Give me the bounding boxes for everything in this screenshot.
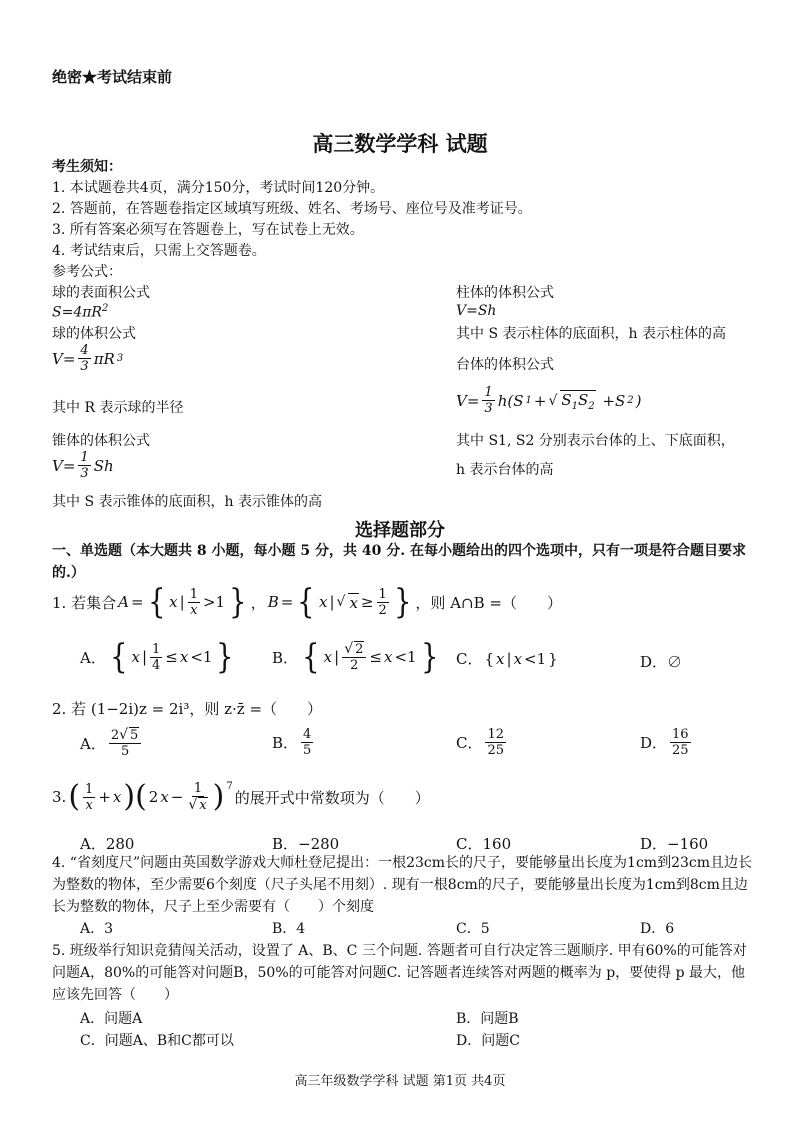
q5-option-c: C．问题A、B和C都可以 <box>80 1033 234 1049</box>
note-item-1: 1. 本试题卷共4页，满分150分，考试时间120分钟。 <box>52 180 385 196</box>
secret-label: 绝密★考试结束前 <box>52 68 173 86</box>
q3-option-c: C．160 <box>456 835 512 853</box>
formulas-heading: 参考公式： <box>52 264 122 280</box>
question-4: 4. “省刻度尺”问题由英国数学游戏大师杜登尼提出：一根23cm长的尺子，要能够量出长度为1cm到23cm且边长为整数的物体，至少需要6个刻度（尺子头尾不用刻）. 现有一根8cm的尺子，要能够量出长度为1cm到8cm且边长为整数的物体，尺子上至少需要有（ ）个刻度 <box>52 855 753 915</box>
prism-formula: V=Sh <box>456 303 497 319</box>
q1-option-a: A． { x | $\frac{1}{4}$ ≤ x <1 } <box>80 637 234 677</box>
q3-option-a: A．280 <box>80 835 135 853</box>
q5-option-a: A．问题A <box>80 1011 143 1027</box>
question-5: 5. 班级举行知识竞猜闯关活动，设置了 A、B、C 三个问题. 答题者可自行决定答三题顺序. 甲有60%的可能答对问题A，80%的可能答对问题B，50%的可能答对问题C. 记答题者连续答对两题的概率为 p，要使得 p 最大，他应该先回答（ ） <box>52 943 747 1003</box>
q3-option-d: D．−160 <box>640 835 709 853</box>
sphere-area-label: 球的表面积公式 <box>52 285 150 301</box>
question-1: 1. 若集合 A = { x | $\frac{1}{x}$ >1 } ， B = { x | √ x ≥ $\frac{1}{2}$ } ，则 A∩B =（ ） <box>52 582 562 622</box>
section-title: 选择题部分 <box>355 520 445 541</box>
q2-option-c: C． $\frac{12}{25}$ <box>456 727 505 758</box>
section-instruction: 一、单选题（本大题共 8 小题，每小题 5 分，共 40 分. 在每小题给出的四个选项中，只有一项是符合题目要求的.） <box>52 543 746 581</box>
q5-option-b: B．问题B <box>456 1011 519 1027</box>
note-item-3: 3. 所有答案必须写在答题卷上，写在试卷上无效。 <box>52 222 364 238</box>
q2-option-a: A． $\frac{2√ 5}{5}$ <box>80 728 142 758</box>
cone-note: 其中 S 表示锥体的底面积，h 表示锥体的高 <box>52 494 322 510</box>
page-footer: 高三年级数学学科 试题 第1页 共4页 <box>294 1074 506 1089</box>
sphere-volume-formula: V= $\frac{4}{3}$ πR 3 <box>52 343 124 374</box>
q1-option-c: C． { x | x <1 } <box>456 649 558 668</box>
sphere-area-formula: $S=4\pi R^2$ <box>52 303 109 321</box>
q2-option-d: D． $\frac{16}{25}$ <box>640 727 689 758</box>
cone-label: 锥体的体积公式 <box>52 433 150 449</box>
frustum-label: 台体的体积公式 <box>456 357 554 373</box>
q1-option-d: D．∅ <box>640 653 683 671</box>
frustum-note-2: h 表示台体的高 <box>456 462 554 478</box>
page-title: 高三数学学科 试题 <box>312 131 488 156</box>
sphere-volume-label: 球的体积公式 <box>52 326 136 342</box>
q1-prefix: 1. 若集合 <box>52 593 117 612</box>
notes-heading: 考生须知： <box>52 159 122 175</box>
q3-suffix: 的展开式中常数项为（ ） <box>234 788 430 807</box>
sphere-note: 其中 R 表示球的半径 <box>52 400 184 416</box>
question-2: 2. 若 (1−2i)z = 2i³，则 z·z̄ =（ ） <box>52 700 323 718</box>
note-item-2: 2. 答题前，在答题卷指定区域填写班级、姓名、考场号、座位号及准考证号。 <box>52 201 532 217</box>
prism-label: 柱体的体积公式 <box>456 285 554 301</box>
q3-option-b: B．−280 <box>272 835 340 853</box>
q1-suffix: ，则 A∩B =（ ） <box>415 593 562 612</box>
q4-option-d: D．6 <box>640 921 675 937</box>
q5-option-d: D．问题C <box>456 1033 520 1049</box>
note-item-4: 4. 考试结束后，只需上交答题卷。 <box>52 243 266 259</box>
frustum-note-1: 其中 S1, S2 分别表示台体的上、下底面积， <box>456 433 735 449</box>
frustum-formula: V= $\frac{1}{3}$ h(S 1 + √ $S_1S_2$ +S 2 ) <box>456 385 642 416</box>
question-3: 3. ( $\frac{1}{x}$ + x )( 2 x − $\frac{1}{√ x}$ ) 7 的展开式中常数项为（ ） <box>52 779 430 814</box>
q1-option-b: B． { x | $\frac{√ 2}{2}$ ≤ x <1 } <box>272 637 439 677</box>
cone-formula: V= $\frac{1}{3}$ Sh <box>52 450 114 481</box>
q4-option-a: A．3 <box>80 921 114 937</box>
q2-option-b: B． $\frac{4}{5}$ <box>272 727 312 758</box>
q4-option-c: C．5 <box>456 921 490 937</box>
q4-option-b: B．4 <box>272 921 306 937</box>
prism-note: 其中 S 表示柱体的底面积，h 表示柱体的高 <box>456 326 726 342</box>
